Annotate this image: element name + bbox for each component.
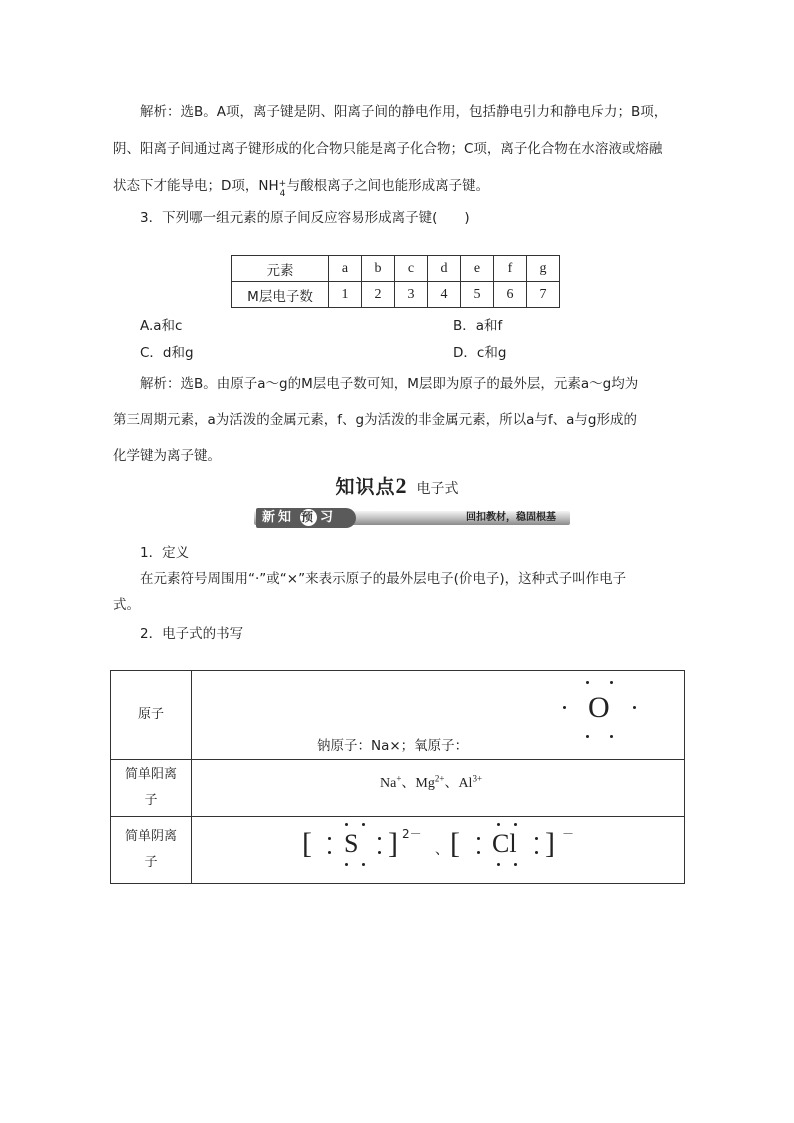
preview-banner (254, 508, 570, 528)
nh4-subscript: 4 (279, 189, 286, 199)
row-cation (111, 760, 685, 817)
label-cation (111, 760, 192, 817)
cation-separator: 、 (401, 775, 416, 791)
section-1-line-2: 式。 (113, 597, 140, 613)
chlorine-symbol: Cl (492, 829, 517, 858)
electron-dot (563, 706, 566, 709)
table-cell: d (428, 256, 461, 282)
electron-dot (514, 823, 517, 826)
section-1-line-1: 在元素符号周围用“·”或“×”来表示原子的最外层电子(价电子)，这种式子叫作电子 (140, 571, 627, 587)
cation-na-charge: + (396, 773, 402, 784)
label-anion-2: 子 (144, 855, 158, 870)
knowledge-point-subtitle: 电子式 (416, 481, 459, 497)
cation-formulas (380, 772, 482, 792)
electron-dot (586, 735, 589, 738)
cell-anion (192, 817, 685, 884)
banner-tab (256, 508, 356, 528)
table-cell: a (329, 256, 362, 282)
option-d: D．c和g (453, 345, 507, 361)
electron-formula-table (110, 670, 685, 884)
electron-dot (328, 851, 331, 854)
label-anion (111, 817, 192, 884)
banner-circle: 预 (301, 510, 317, 524)
analysis-1-line-3-text: 状态下才能导电；D项，NH (113, 178, 279, 194)
cell-atom (192, 671, 685, 760)
electron-dot (633, 706, 636, 709)
electron-dot (497, 823, 500, 826)
sulfur-symbol: S (344, 829, 359, 858)
electron-dot (610, 735, 613, 738)
cation-na: Na (380, 776, 397, 791)
electron-dot (497, 863, 500, 866)
electron-dot (362, 823, 365, 826)
question-3-stem: 3．下列哪一组元素的原子间反应容易形成离子键( ) (140, 210, 470, 226)
analysis-2-line-3: 化学键为离子键。 (113, 448, 221, 464)
electron-dot (477, 837, 480, 840)
electron-dot (586, 681, 589, 684)
label-cation-2: 子 (144, 793, 158, 808)
banner-tab-text-1: 新知 (262, 510, 295, 525)
cell-cation (192, 760, 685, 817)
table-cell: 1 (329, 282, 362, 308)
electron-dot (328, 837, 331, 840)
anion-separator: 、 (435, 842, 449, 858)
electron-dot (345, 863, 348, 866)
row-atom (111, 671, 685, 760)
knowledge-point-title: 知识点 (335, 476, 396, 498)
section-2-heading: 2．电子式的书写 (140, 626, 244, 642)
cation-mg-charge: 2+ (434, 773, 445, 784)
table-label-m-shell: M层电子数 (232, 282, 329, 308)
label-atom: 原子 (111, 671, 192, 760)
electron-dot (514, 863, 517, 866)
knowledge-point-number: 2 (395, 473, 407, 498)
table-cell: 4 (428, 282, 461, 308)
section-1-heading: 1．定义 (140, 545, 190, 561)
electron-dot (610, 681, 613, 684)
electron-dot (378, 851, 381, 854)
electron-dot (477, 851, 480, 854)
analysis-2-line-1: 解析：选B。由原子a～g的M层电子数可知，M层即为原子的最外层，元素a～g均为 (140, 376, 639, 392)
table-cell: 7 (527, 282, 560, 308)
element-table (231, 255, 560, 308)
option-a: A.a和c (140, 318, 183, 334)
element-table-row-1 (232, 256, 560, 282)
element-table-row-2 (232, 282, 560, 308)
bracket-open: [ (302, 827, 312, 860)
chloride-charge: － (562, 827, 575, 841)
analysis-1-line-1: 解析：选B。A项，离子键是阴、阳离子间的静电作用，包括静电引力和静电斥力；B项， (140, 104, 668, 120)
analysis-1-line-2: 阴、阳离子间通过离子键形成的化合物只能是离子化合物；C项，离子化合物在水溶液或熔融 (113, 141, 663, 157)
label-anion-1: 简单阴离 (124, 829, 177, 844)
table-cell: b (362, 256, 395, 282)
table-cell: 6 (494, 282, 527, 308)
bracket-close: ] (388, 827, 398, 860)
atom-text: 钠原子：Na×；氧原子： (317, 738, 469, 754)
cation-al: Al (458, 776, 473, 791)
sulfide-charge: 2－ (402, 827, 422, 841)
option-c: C．d和g (140, 345, 194, 361)
electron-dot (535, 837, 538, 840)
nh4-charge: + (278, 179, 287, 189)
table-cell: 2 (362, 282, 395, 308)
analysis-1-line-3 (113, 174, 490, 199)
table-cell: c (395, 256, 428, 282)
analysis-2-line-2: 第三周期元素，a为活泼的金属元素，f、g为活泼的非金属元素，所以a与f、a与g形成的 (113, 412, 637, 428)
analysis-1-line-3-rest: 与酸根离子之间也能形成离子键。 (286, 178, 490, 194)
banner-tab-text-2: 习 (320, 510, 337, 525)
cation-separator: 、 (444, 775, 459, 791)
electron-dot (378, 837, 381, 840)
table-label-element: 元素 (232, 256, 329, 282)
cation-mg: Mg (415, 776, 435, 791)
oxygen-symbol: O (588, 691, 610, 724)
table-cell: g (527, 256, 560, 282)
label-cation-1: 简单阳离 (124, 767, 177, 782)
cation-al-charge: 3+ (472, 773, 483, 784)
row-anion (111, 817, 685, 884)
table-cell: 5 (461, 282, 494, 308)
bracket-open: [ (450, 827, 460, 860)
bracket-close: ] (545, 827, 555, 860)
banner-right-text: 回扣教材，稳固根基 (466, 512, 556, 523)
option-b: B．a和f (453, 318, 503, 334)
knowledge-point-heading (0, 472, 794, 499)
table-cell: f (494, 256, 527, 282)
electron-dot (362, 863, 365, 866)
electron-dot (535, 851, 538, 854)
electron-dot (345, 823, 348, 826)
table-cell: e (461, 256, 494, 282)
table-cell: 3 (395, 282, 428, 308)
